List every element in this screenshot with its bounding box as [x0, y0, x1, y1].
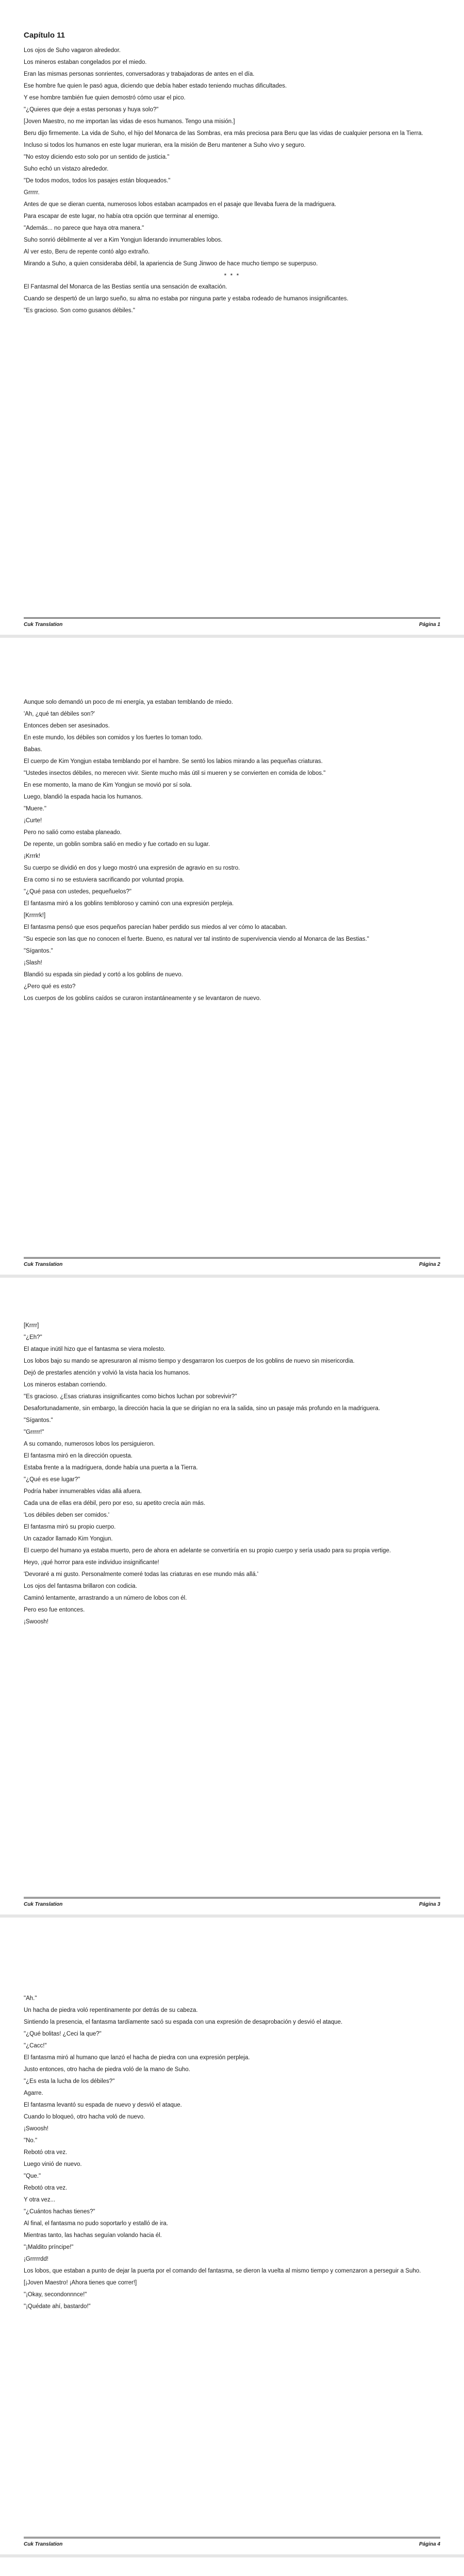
- paragraph: "Sígantos.": [24, 948, 53, 954]
- paragraph: Aunque solo demandó un poco de mi energía, ya estaban temblando de miedo.: [24, 699, 233, 705]
- page-footer: [24, 617, 440, 628]
- paragraph: Y otra vez...: [24, 2197, 56, 2203]
- page-1-content: [24, 47, 440, 315]
- page-separator: [0, 1914, 464, 1918]
- paragraph: "¿Eh?": [24, 1334, 42, 1341]
- paragraph: En este mundo, los débiles son comidos y los fuertes lo toman todo.: [24, 735, 203, 741]
- paragraph: El cuerpo del humano ya estaba muerto, pero de ahora en adelante se convertiría en su propio cuerpo y sería usado para su propia vertige.: [24, 1548, 391, 1554]
- paragraph: Dejó de prestarles atención y volvió la vista hacia los humanos.: [24, 1370, 190, 1376]
- paragraph: Era como si no se estuviera sacrificando por voluntad propia.: [24, 877, 185, 883]
- paragraph: Mientras tanto, las hachas seguían volando hacia él.: [24, 2232, 162, 2239]
- page-footer: [24, 1897, 440, 1907]
- paragraph: "Sígantos.": [24, 1417, 53, 1423]
- paragraph: El cuerpo de Kim Yongjun estaba temblando por el hambre. Se sentó los labios mirando a las pequeñas criaturas.: [24, 758, 323, 765]
- paragraph: "Ustedes insectos débiles, no merecen vivir. Siente mucho más útil si mueren y se convierten en comida de lobos.": [24, 770, 326, 776]
- paragraph: Blandió su espada sin piedad y cortó a los goblins de nuevo.: [24, 972, 183, 978]
- paragraph: "¿Es esta la lucha de los débiles?": [24, 2078, 115, 2084]
- page-3-content: [24, 1322, 440, 1626]
- paragraph: "¡Quédate ahí, bastardo!": [24, 2303, 91, 2310]
- paragraph: "Grrrrr!": [24, 1429, 44, 1435]
- paragraph: A su comando, numerosos lobos los persiguieron.: [24, 1441, 155, 1447]
- paragraph: "De todos modos, todos los pasajes están bloqueados.": [24, 178, 171, 184]
- footer-translator: Cuk Translation: [24, 622, 63, 628]
- paragraph: Rebotó otra vez.: [24, 2149, 68, 2156]
- paragraph: "¡Maldito príncipe!": [24, 2244, 74, 2250]
- footer-page-number: Página 4: [419, 2541, 440, 2547]
- paragraph: "¿Qué es ese lugar?": [24, 1477, 80, 1483]
- paragraph: Rebotó otra vez.: [24, 2185, 68, 2191]
- paragraph: Babas.: [24, 747, 42, 753]
- paragraph: ¡Swoosh!: [24, 1619, 48, 1625]
- paragraph: Mirando a Suho, a quien consideraba débil, la apariencia de Sung Jinwoo de hace mucho tiempo se superpuso.: [24, 261, 318, 267]
- paragraph: Heyo, ¡qué horror para este individuo insignificante!: [24, 1560, 159, 1566]
- paragraph: [Joven Maestro, no me importan las vidas de esos humanos. Tengo una misión.]: [24, 118, 235, 125]
- paragraph: Desafortunadamente, sin embargo, la dirección hacia la que se dirigían no era la salida, sino un pasaje más profundo en la madriguera.: [24, 1405, 380, 1412]
- paragraph: "Es gracioso. ¿Esas criaturas insignificantes como bichos luchan por sobrevivir?": [24, 1394, 237, 1400]
- paragraph: En ese momento, la mano de Kim Yongjun se movió por sí sola.: [24, 782, 192, 788]
- paragraph: Al final, el fantasma no pudo soportarlo y estalló de ira.: [24, 2221, 168, 2227]
- paragraph: Antes de que se dieran cuenta, numerosos lobos estaban acampados en el pasaje que llevaba fuera de la madriguera.: [24, 201, 337, 208]
- page-footer: [24, 1257, 440, 1267]
- paragraph: Pero eso fue entonces.: [24, 1607, 85, 1613]
- paragraph: ¡Swoosh!: [24, 2126, 48, 2132]
- paragraph: Luego, blandió la espada hacia los humanos.: [24, 794, 143, 800]
- paragraph: ¡Grrrrrdd!: [24, 2256, 48, 2262]
- paragraph: De repente, un goblin sombra salió en medio y fue cortado en su lugar.: [24, 841, 210, 848]
- paragraph: El fantasma miró en la dirección opuesta.: [24, 1453, 132, 1459]
- paragraph: Para escapar de este lugar, no había otra opción que terminar al enemigo.: [24, 213, 220, 219]
- paragraph: "Es gracioso. Son como gusanos débiles.": [24, 308, 135, 314]
- page-separator: [0, 635, 464, 638]
- page-5: [0, 2557, 464, 2576]
- paragraph: Los ojos de Suho vagaron alrededor.: [24, 47, 121, 54]
- paragraph: El ataque inútil hizo que el fantasma se viera molesto.: [24, 1346, 165, 1352]
- paragraph: Podría haber innumerables vidas allá afuera.: [24, 1488, 142, 1495]
- paragraph: Cuando se despertó de un largo sueño, su alma no estaba por ninguna parte y estaba rodeado de humanos insignificantes.: [24, 296, 349, 302]
- paragraph: 'Ah, ¿qué tan débiles son?': [24, 711, 95, 717]
- paragraph: Caminó lentamente, arrastrando a un número de lobos con él.: [24, 1595, 187, 1601]
- paragraph: Los mineros estaban congelados por el miedo.: [24, 59, 147, 65]
- paragraph: El fantasma miró a los goblins tembloroso y caminó con una expresión perpleja.: [24, 901, 234, 907]
- paragraph: Entonces deben ser asesinados.: [24, 723, 110, 729]
- paragraph: Cada una de ellas era débil, pero por eso, su apetito crecía aún más.: [24, 1500, 206, 1506]
- paragraph: El fantasma miró su propio cuerpo.: [24, 1524, 116, 1530]
- paragraph: Luego vinió de nuevo.: [24, 2161, 82, 2167]
- page-separator: [0, 2554, 464, 2557]
- page-separator: [0, 1275, 464, 1278]
- page-3: [0, 1278, 464, 1914]
- paragraph: ¡Slash!: [24, 960, 42, 966]
- paragraph: "¿Qué pasa con ustedes, pequeñuelos?": [24, 889, 131, 895]
- page-2-content: [24, 699, 440, 1003]
- paragraph: Y ese hombre también fue quien demostró cómo usar el pico.: [24, 95, 186, 101]
- paragraph: "¿Qué bolitas! ¿Ceci la que?": [24, 2031, 102, 2037]
- paragraph: "¡Okay, secondonnnce!": [24, 2292, 87, 2298]
- paragraph: Los mineros estaban corriendo.: [24, 1382, 107, 1388]
- footer-translator: Cuk Translation: [24, 1262, 63, 1267]
- page-2: [0, 638, 464, 1275]
- paragraph: 'Los débiles deben ser comidos.': [24, 1512, 110, 1518]
- paragraph: El fantasma miró al humano que lanzó el hacha de piedra con una expresión perpleja.: [24, 2055, 250, 2061]
- page-4: [0, 1918, 464, 2554]
- paragraph: Incluso si todos los humanos en este lugar murieran, era la misión de Beru mantener a Suho vivo y seguro.: [24, 142, 306, 148]
- paragraph: "Que.": [24, 2173, 41, 2179]
- chapter-title: Capítulo 11: [24, 31, 65, 40]
- paragraph: Al ver esto, Beru de repente contó algo extraño.: [24, 249, 150, 255]
- paragraph: [¡Joven Maestro! ¡Ahora tienes que correr!]: [24, 2280, 137, 2286]
- paragraph: 'Devoraré a mi gusto. Personalmente comeré todas las criaturas en ese mundo más allá.': [24, 1571, 259, 1578]
- paragraph: Suho sonrió débilmente al ver a Kim Yongjun liderando innumerables lobos.: [24, 237, 223, 243]
- paragraph: "No.": [24, 2138, 38, 2144]
- paragraph: ¡Krrrk!: [24, 853, 40, 859]
- page-1: [0, 0, 464, 635]
- scene-divider: * * *: [224, 272, 240, 279]
- paragraph: Ese hombre fue quien le pasó agua, diciendo que debía haber estado teniendo muchas dificultades.: [24, 83, 287, 89]
- paragraph: [Krrrrrk!]: [24, 912, 46, 919]
- paragraph: [Krrrr]: [24, 1323, 39, 1329]
- page-footer: [24, 2537, 440, 2547]
- paragraph: "Además... no parece que haya otra manera.": [24, 225, 144, 231]
- paragraph: Su cuerpo se dividió en dos y luego mostró una expresión de agravio en su rostro.: [24, 865, 240, 871]
- paragraph: El fantasma levantó su espada de nuevo y desvió el ataque.: [24, 2102, 182, 2108]
- paragraph: Estaba frente a la madriguera, donde había una puerta a la Tierra.: [24, 1465, 198, 1471]
- paragraph: Los cuerpos de los goblins caídos se curaron instantáneamente y se levantaron de nuevo.: [24, 995, 261, 1002]
- paragraph: "¿Cacc!": [24, 2043, 47, 2049]
- paragraph: Los ojos del fantasma brillaron con codicia.: [24, 1583, 137, 1589]
- paragraph: Un hacha de piedra voló repentinamente por detrás de su cabeza.: [24, 2007, 198, 2013]
- paragraph: Beru dijo firmemente. La vida de Suho, el hijo del Monarca de las Sombras, era más preciosa para Beru que las vidas de cualquier persona en la Tierra.: [24, 130, 423, 137]
- paragraph: "Su especie son las que no conocen el fuerte. Bueno, es natural ver tal instinto de supervivencia viendo al Monarca de las Bestias.": [24, 936, 369, 942]
- paragraph: El Fantasmal del Monarca de las Bestias sentía una sensación de exaltación.: [24, 284, 227, 290]
- paragraph: ¡Curte!: [24, 818, 42, 824]
- paragraph: Eran las mismas personas sonrientes, conversadoras y trabajadoras de antes en el día.: [24, 71, 255, 77]
- footer-translator: Cuk Translation: [24, 2541, 63, 2547]
- paragraph: Los lobos, que estaban a punto de dejar la puerta por el comando del fantasma, se dieron la vuelta al mismo tiempo y comenzaron a perseguir a Suho.: [24, 2268, 421, 2274]
- paragraph: Grrrrr.: [24, 190, 40, 196]
- footer-page-number: Página 2: [419, 1262, 440, 1267]
- paragraph: Pero no salió como estaba planeado.: [24, 829, 122, 836]
- paragraph: Los lobos bajo su mando se apresuraron al mismo tiempo y desgarraron los cuerpos de los goblins de nuevo sin misericordia.: [24, 1358, 355, 1364]
- paragraph: Un cazador llamado Kim Yongjun.: [24, 1536, 113, 1542]
- paragraph: Justo entonces, otro hacha de piedra voló de la mano de Suho.: [24, 2066, 190, 2073]
- paragraph: "¿Quieres que deje a estas personas y huya solo?": [24, 107, 159, 113]
- paragraph: Sintiendo la presencia, el fantasma tardíamente sacó su espada con una expresión de desaprobación y desvió el ataque.: [24, 2019, 343, 2025]
- paragraph: ¿Pero qué es esto?: [24, 984, 76, 990]
- paragraph: Cuando lo bloqueó, otro hacha voló de nuevo.: [24, 2114, 145, 2120]
- footer-page-number: Página 1: [419, 622, 440, 628]
- footer-page-number: Página 3: [419, 1902, 440, 1907]
- paragraph: "No estoy diciendo esto solo por un sentido de justicia.": [24, 154, 170, 160]
- footer-translator: Cuk Translation: [24, 1902, 63, 1907]
- paragraph: "¿Cuántos hachas tienes?": [24, 2209, 95, 2215]
- page-4-content: [24, 1995, 440, 2311]
- paragraph: Agarre.: [24, 2090, 43, 2096]
- paragraph: El fantasma pensó que esos pequeños parecían haber perdido sus miedos al ver cómo lo atacaban.: [24, 924, 287, 930]
- paragraph: "Ah.": [24, 1995, 37, 2002]
- paragraph: "Muere.": [24, 806, 46, 812]
- paragraph: Suho echó un vistazo alrededor.: [24, 166, 109, 172]
